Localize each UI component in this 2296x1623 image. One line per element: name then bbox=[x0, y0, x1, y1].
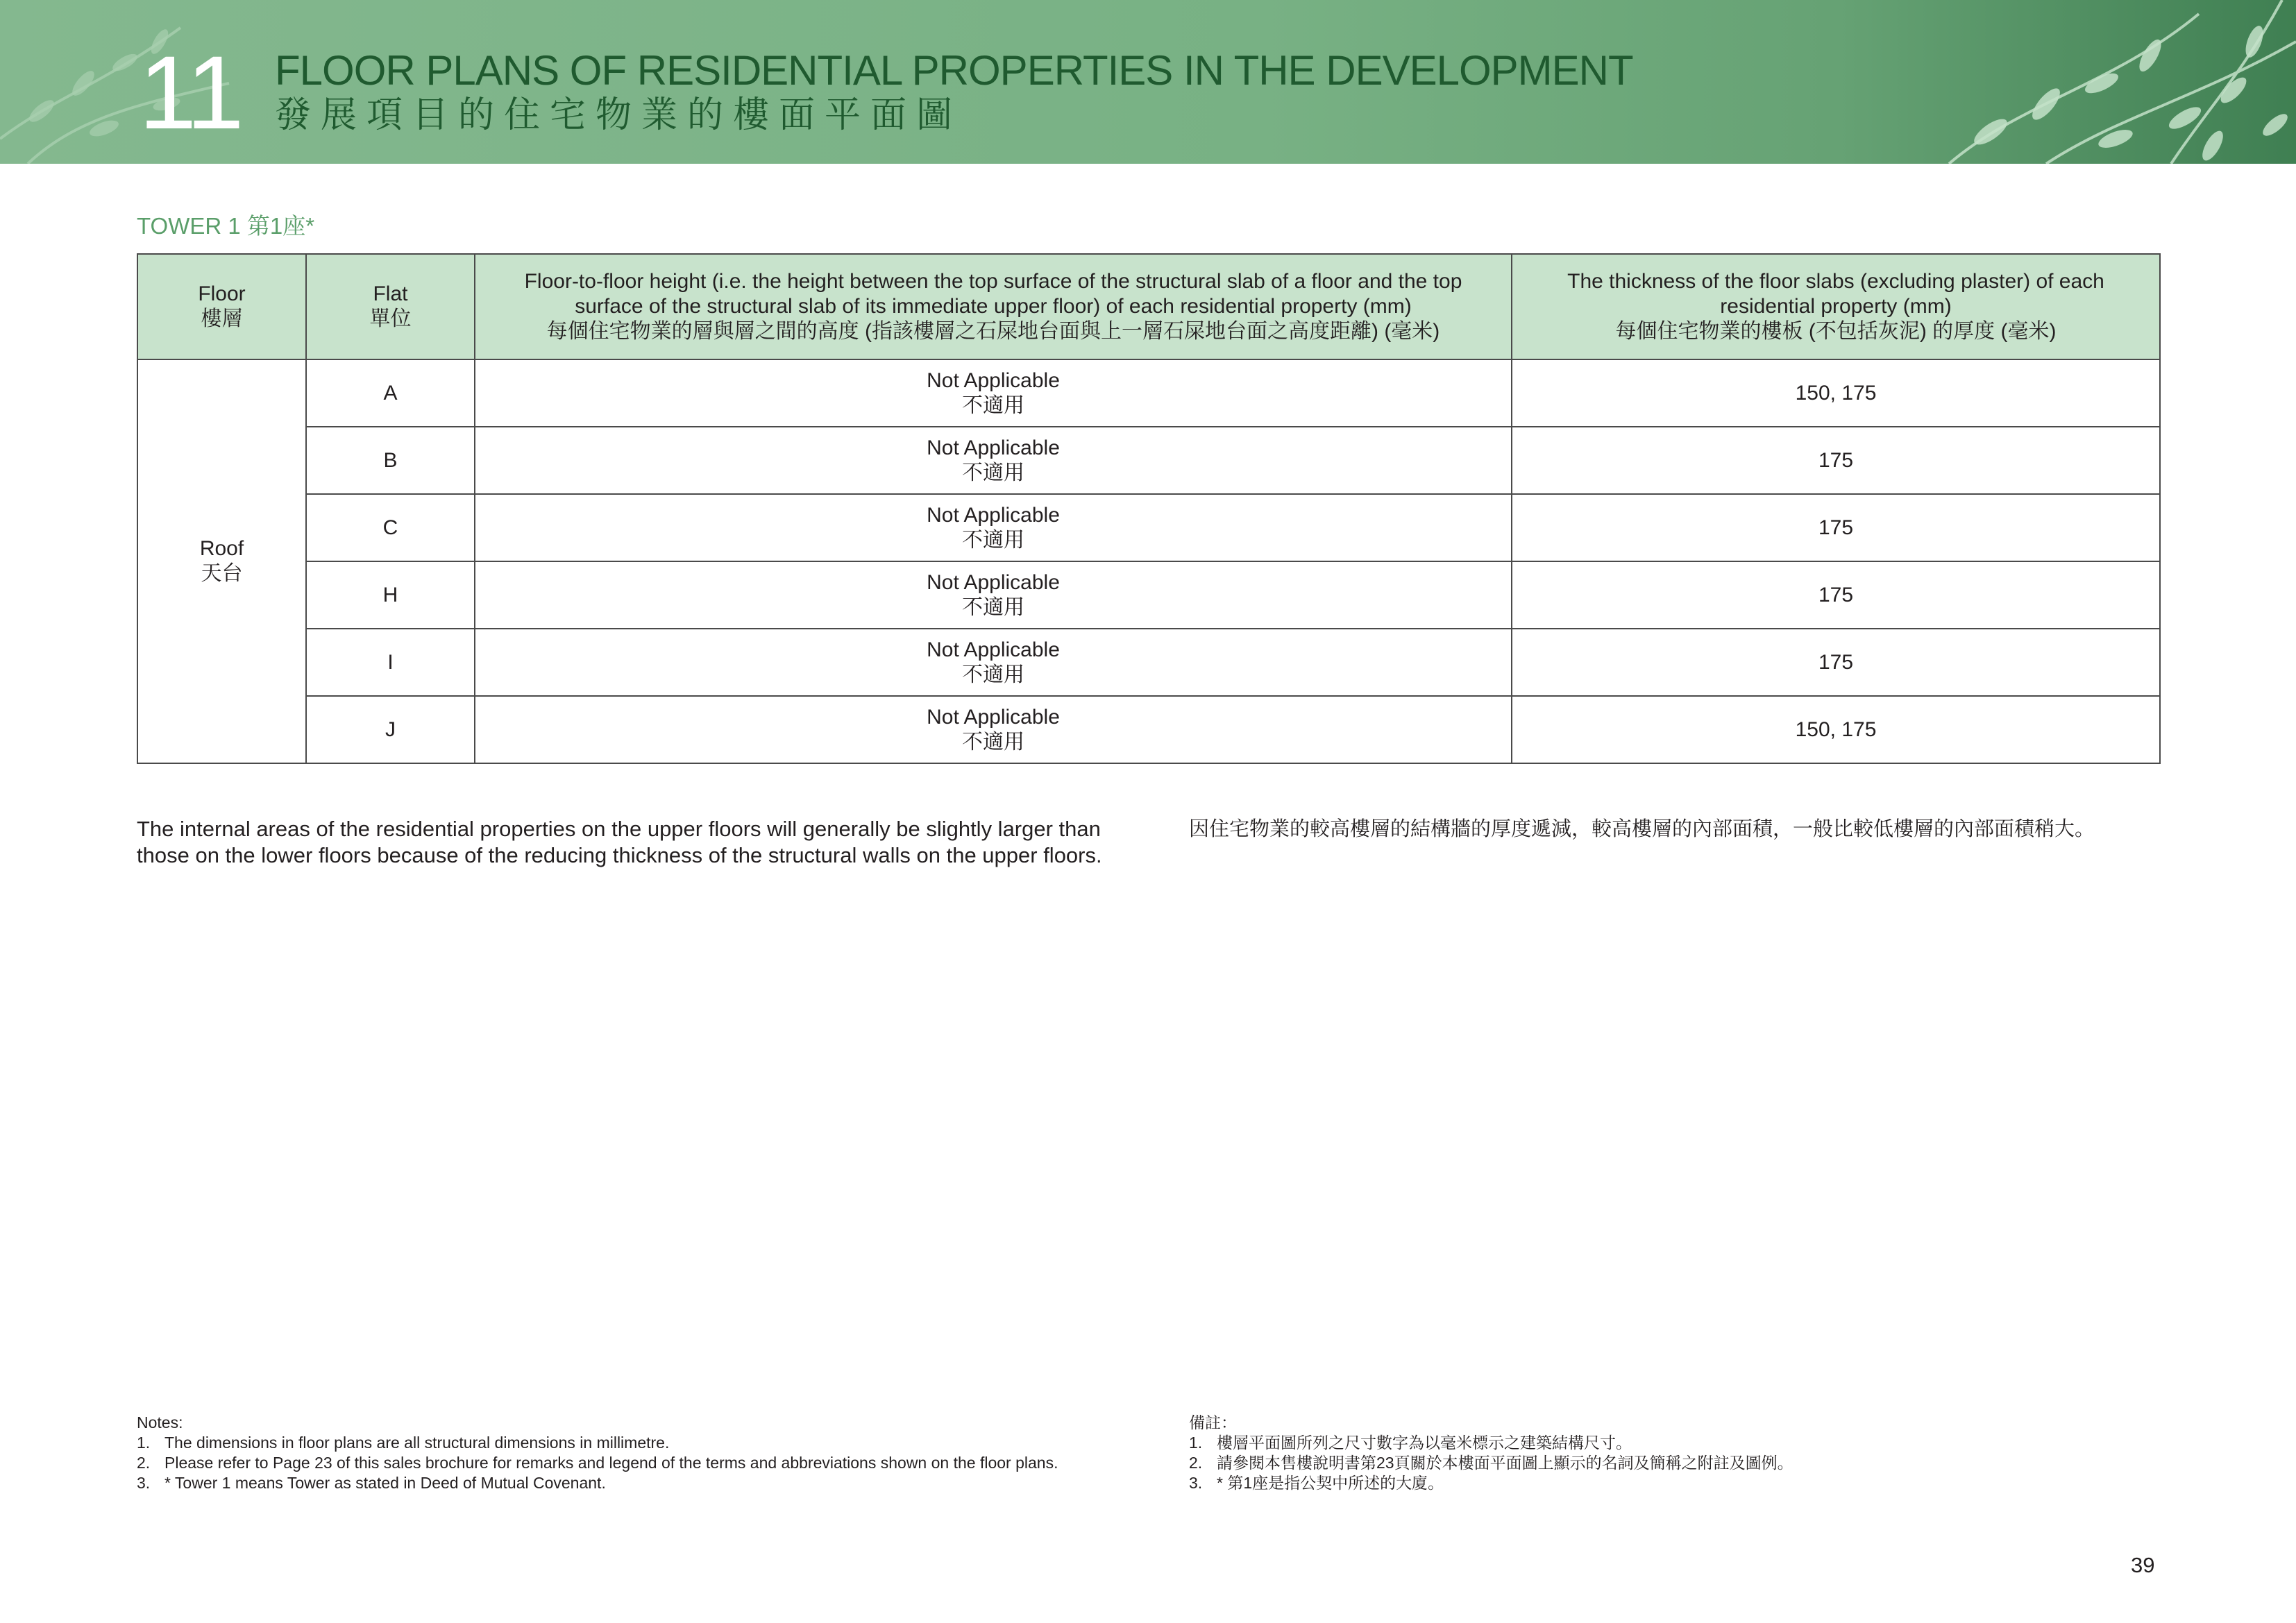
height-cell: Not Applicable 不適用 bbox=[475, 494, 1512, 561]
flat-cell: H bbox=[306, 561, 475, 629]
table-row bbox=[137, 359, 2160, 427]
flat-cell: I bbox=[306, 629, 475, 696]
table-row bbox=[137, 629, 2160, 696]
list-item: 1. The dimensions in floor plans are all structural dimensions in millimetre. bbox=[137, 1434, 670, 1452]
floor-plan-table bbox=[137, 253, 2161, 764]
thickness-cell: 175 bbox=[1512, 427, 2160, 494]
list-item: 1. 樓層平面圖所列之尺寸數字為以毫米標示之建築結構尺寸。 bbox=[1189, 1434, 1632, 1452]
chapter-number: 11 bbox=[139, 34, 242, 151]
notes-title: Notes: bbox=[137, 1413, 183, 1431]
list-item: 2. 請參閱本售樓說明書第23頁關於本樓面平面圖上顯示的名詞及簡稱之附註及圖例。 bbox=[1189, 1454, 1793, 1472]
notes-en bbox=[137, 1413, 1115, 1493]
table-header-row bbox=[137, 254, 2160, 359]
page-title-zh: 發展項目的住宅物業的樓面平面圖 bbox=[275, 95, 963, 135]
flat-cell: C bbox=[306, 494, 475, 561]
table-row bbox=[137, 494, 2160, 561]
flat-cell: B bbox=[306, 427, 475, 494]
thickness-cell: 150, 175 bbox=[1512, 696, 2160, 763]
internal-area-note-zh: 因住宅物業的較高樓層的結構牆的厚度遞減，較高樓層的內部面積，一般比較低樓層的內部面積稍大。 bbox=[1189, 818, 2095, 840]
page-number: 39 bbox=[2131, 1553, 2155, 1577]
thickness-cell: 175 bbox=[1512, 561, 2160, 629]
flat-cell: J bbox=[306, 696, 475, 763]
list-item: 3. * Tower 1 means Tower as stated in Deed of Mutual Covenant. bbox=[137, 1474, 606, 1492]
height-cell: Not Applicable 不適用 bbox=[475, 359, 1512, 427]
list-item: 2. Please refer to Page 23 of this sales brochure for remarks and legend of the terms and abbreviations shown on the floor plans. bbox=[137, 1454, 1058, 1472]
page-title-en: FLOOR PLANS OF RESIDENTIAL PROPERTIES IN THE DEVELOPMENT bbox=[275, 47, 1633, 94]
table-row bbox=[137, 427, 2160, 494]
header-floor: Floor 樓層 bbox=[137, 254, 306, 359]
header-floor-to-floor-height: Floor-to-floor height (i.e. the height between the top surface of the structural slab of a floor and the top surface of the structural slab of its immediate upper floor) of each residential property (mm) 每個住宅物業的層與層之間的高度 (指該樓層之石屎地台面與上一層石屎地台面之高度距離) (毫米) bbox=[475, 254, 1512, 359]
thickness-cell: 150, 175 bbox=[1512, 359, 2160, 427]
header-slab-thickness: The thickness of the floor slabs (excluding plaster) of each residential property (mm) 每個住宅物業的樓板 (不包括灰泥) 的厚度 (毫米) bbox=[1512, 254, 2160, 359]
height-cell: Not Applicable 不適用 bbox=[475, 427, 1512, 494]
height-cell: Not Applicable 不適用 bbox=[475, 696, 1512, 763]
height-cell: Not Applicable 不適用 bbox=[475, 561, 1512, 629]
thickness-cell: 175 bbox=[1512, 629, 2160, 696]
height-cell: Not Applicable 不適用 bbox=[475, 629, 1512, 696]
table-row bbox=[137, 561, 2160, 629]
flat-cell: A bbox=[306, 359, 475, 427]
notes-title: 備註： bbox=[1189, 1413, 1237, 1431]
list-item: 3. * 第1座是指公契中所述的大廈。 bbox=[1189, 1474, 1444, 1492]
floor-cell: Roof 天台 bbox=[137, 359, 306, 763]
internal-area-note-en: The internal areas of the residential properties on the upper floors will generally be slightly larger than those on the lower floors because of the reducing thickness of the structural walls on the upper floors. bbox=[137, 817, 1102, 867]
leaf-branch-icon bbox=[1907, 0, 2296, 164]
notes-zh bbox=[1189, 1413, 2161, 1493]
thickness-cell: 175 bbox=[1512, 494, 2160, 561]
tower-heading: TOWER 1 第1座* bbox=[137, 213, 315, 239]
header-flat: Flat 單位 bbox=[306, 254, 475, 359]
header-banner bbox=[0, 0, 2296, 164]
table-row bbox=[137, 696, 2160, 763]
